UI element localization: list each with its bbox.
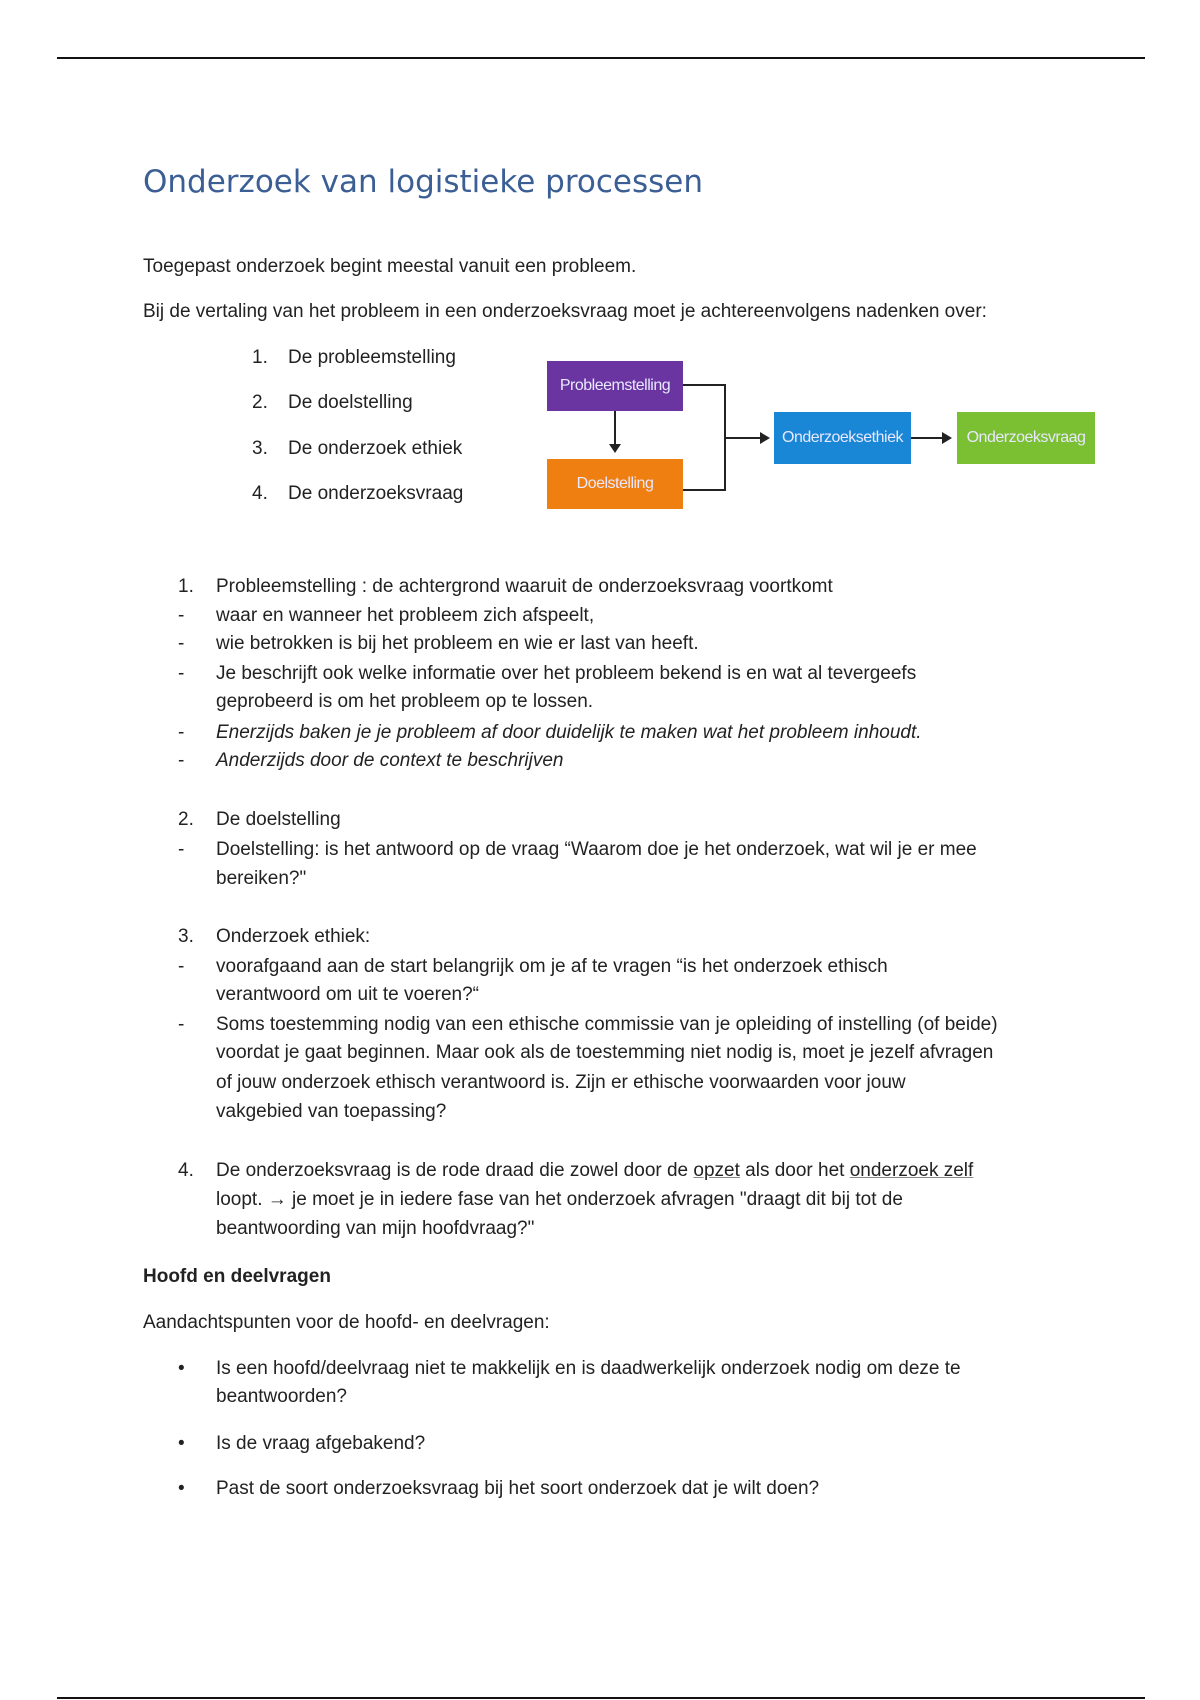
step-label: De doelstelling — [288, 392, 413, 413]
list-item: verantwoord om uit te voeren?“ — [216, 984, 479, 1005]
dash-bullet: - — [178, 663, 185, 684]
paragraph: Aandachtspunten voor de hoofd- en deelvragen: — [143, 1312, 550, 1333]
step-number: 4. — [252, 483, 268, 504]
list-item: Je beschrijft ook welke informatie over het probleem bekend is en wat al tevergeefs — [216, 663, 917, 684]
footer-rule — [57, 1697, 1145, 1699]
diagram-box-doelstelling: Doelstelling — [547, 459, 683, 509]
section-paragraph — [216, 1160, 973, 1182]
arrow-head-icon — [609, 444, 621, 459]
arrow-head-icon — [760, 432, 776, 444]
underlined-text: onderzoek zelf — [849, 1160, 974, 1181]
underlined-text: opzet — [693, 1160, 740, 1181]
list-item: waar en wanneer het probleem zich afspeelt, — [216, 605, 595, 626]
step-label: De probleemstelling — [288, 347, 456, 368]
dash-bullet: - — [178, 956, 185, 977]
step-number: 1. — [252, 347, 268, 368]
section-heading: De doelstelling — [216, 809, 341, 830]
dash-bullet: - — [178, 1014, 185, 1035]
step-number: 3. — [252, 438, 268, 459]
dash-bullet: - — [178, 633, 185, 654]
bullet-item: Is de vraag afgebakend? — [216, 1433, 426, 1454]
step-number: 2. — [252, 392, 268, 413]
page-title: Onderzoek van logistieke processen — [143, 164, 703, 200]
intro-line: Toegepast onderzoek begint meestal vanuit een probleem. — [143, 256, 637, 277]
diagram-box-vraag: Onderzoeksvraag — [957, 412, 1095, 464]
section-number: 4. — [178, 1160, 194, 1181]
list-item: Doelstelling: is het antwoord op de vraag “Waarom doe je het onderzoek, wat wil je er mee — [216, 839, 977, 860]
list-item: voordat je gaat beginnen. Maar ook als de toestemming niet nodig is, moet je jezelf afvragen — [216, 1042, 994, 1063]
bullet-icon: • — [178, 1478, 185, 1499]
section-heading: Probleemstelling : de achtergrond waaruit de onderzoeksvraag voortkomt — [216, 576, 833, 597]
section-paragraph-line: loopt. → je moet je in iedere fase van het onderzoek afvragen "draagt dit bij tot de — [216, 1189, 903, 1210]
bullet-item: beantwoorden? — [216, 1386, 347, 1407]
bullet-item: Past de soort onderzoeksvraag bij het soort onderzoek dat je wilt doen? — [216, 1478, 820, 1499]
dash-bullet: - — [178, 605, 185, 626]
arrow-line — [911, 437, 944, 439]
intro-line: Bij de vertaling van het probleem in een onderzoeksvraag moet je achtereenvolgens nadenken over: — [143, 301, 987, 322]
text: als door het — [739, 1160, 850, 1181]
arrow-head-icon — [942, 432, 958, 444]
dash-bullet: - — [178, 722, 185, 743]
dash-bullet: - — [178, 750, 185, 771]
header-rule — [57, 57, 1145, 59]
list-item: Soms toestemming nodig van een ethische commissie van je opleiding of instelling (of beide) — [216, 1014, 998, 1035]
arrow-line — [614, 411, 616, 447]
text: De onderzoeksvraag is de rode draad die zowel door de — [216, 1160, 694, 1181]
section-number: 3. — [178, 926, 194, 947]
list-item: of jouw onderzoek ethisch verantwoord is. Zijn er ethische voorwaarden voor jouw — [216, 1072, 906, 1093]
bullet-icon: • — [178, 1433, 185, 1454]
section-number: 2. — [178, 809, 194, 830]
section-heading: Onderzoek ethiek: — [216, 926, 371, 947]
arrow-line — [724, 437, 762, 439]
step-label: De onderzoeksvraag — [288, 483, 464, 504]
section-number: 1. — [178, 576, 194, 597]
list-item: vakgebied van toepassing? — [216, 1101, 447, 1122]
list-item: bereiken?" — [216, 868, 307, 889]
section-paragraph-line: beantwoording van mijn hoofdvraag?" — [216, 1218, 535, 1239]
step-label: De onderzoek ethiek — [288, 438, 463, 459]
subheading: Hoofd en deelvragen — [143, 1266, 331, 1287]
bullet-icon: • — [178, 1358, 185, 1379]
diagram-box-ethiek: Onderzoeksethiek — [774, 412, 911, 464]
list-item: geprobeerd is om het probleem op te lossen. — [216, 691, 594, 712]
list-item: voorafgaand aan de start belangrijk om je af te vragen “is het onderzoek ethisch — [216, 956, 888, 977]
list-item: wie betrokken is bij het probleem en wie er last van heeft. — [216, 633, 699, 654]
list-item: Enerzijds baken je je probleem af door duidelijk te maken wat het probleem inhoudt. — [216, 722, 922, 743]
diagram-box-probleemstelling: Probleemstelling — [547, 361, 683, 411]
list-item: Anderzijds door de context te beschrijven — [216, 750, 564, 771]
connector-line — [683, 489, 726, 491]
bullet-item: Is een hoofd/deelvraag niet te makkelijk en is daadwerkelijk onderzoek nodig om deze te — [216, 1358, 961, 1379]
connector-line — [683, 384, 726, 386]
dash-bullet: - — [178, 839, 185, 860]
